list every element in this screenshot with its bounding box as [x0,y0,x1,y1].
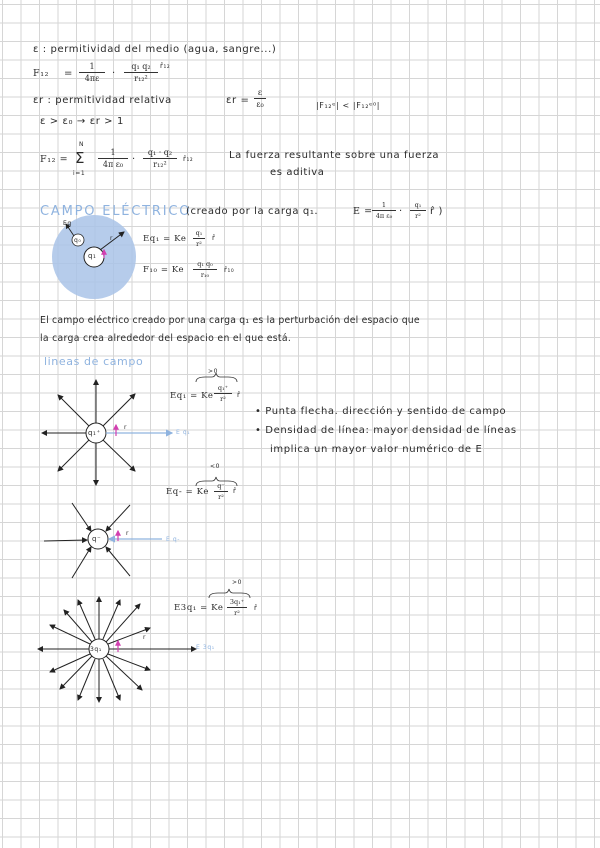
label-r: r [110,235,114,242]
d3-e-label: E 3q₁ [196,644,215,651]
sum-fraction-2: q₁ · q₂ r₁₂² [143,148,177,169]
line-permitividad-medio: ε : permitividad del medio (agua, sangre...) [33,44,277,55]
d3-over-label: >0 [232,579,243,586]
f12-eq: = [64,68,73,79]
charge-q1-label: q₁ [88,252,97,260]
d3-r-label: r [143,634,147,641]
f12-rhat: r̂₁₂ [160,62,171,70]
f12-dot: · [112,68,116,79]
d3-eq-lhs: E3q₁ = Ke [174,603,224,613]
campo-subtitle: (creado por la carga q₁. [186,206,319,217]
sum-bottom: i=1 [73,170,86,177]
d2-rhat: r̂ [233,487,237,495]
section-title-campo: CAMPO ELÉCTRICO [40,204,192,219]
d1-over-label: >0 [208,368,219,375]
line-epsilon-inequality: ε > ε₀ → εr > 1 [40,116,124,127]
campo-e-lhs: E = [353,206,373,217]
eq2-fraction: q₁ q₀ r₁₀ [193,260,217,279]
d2-fraction: q⁻ r² [214,482,228,501]
note-resultante: La fuerza resultante sobre una fuerza [229,150,440,161]
d3-charge-label: 3q₁ [90,646,102,653]
campo-e-rhat: r̂ ) [430,206,443,217]
sum-symbol: Σ [75,149,86,167]
eq2-lhs: F₁₀ = Ke [143,265,185,275]
d1-fraction: q₁⁺ r² [214,384,232,403]
d1-eq-lhs: Eq₁ = Ke [170,391,214,401]
charge-q0-label: q₀ [74,237,82,244]
d2-over-label: <0 [210,463,221,470]
section-title-lineas: lineas de campo [44,355,144,368]
sum-lhs: F₁₂ = [40,154,69,165]
line-permitividad-relativa: εr : permitividad relativa [33,95,172,106]
d1-e-label: E q₁ [176,429,191,436]
d1-charge-label: q₁⁺ [88,429,101,437]
sum-fraction-1: 1 4π ε₀ [98,148,128,169]
d2-eq-lhs: Eq- = Ke [166,487,209,497]
sum-top: N [79,141,85,148]
d3-rhat: r̂ [254,604,258,612]
d1-r-label: r [124,424,128,431]
note-aditiva: es aditiva [270,167,325,178]
diagram-triple-charge [38,597,196,702]
bullet-densidad-cont: implica un mayor valor numérico de E [270,444,483,455]
eq1-rhat: r̂ [212,234,216,242]
d2-e-label: E q- [166,536,181,543]
bullet-densidad: • Densidad de línea: mayor densidad de líneas [255,425,517,436]
d3-fraction: 3q₁⁺ r² [227,598,247,617]
force-comparison: |F₁₂ᵉ| < |F₁₂ᵉ⁰| [316,101,381,110]
paragraph-line-1: El campo eléctrico creado por una carga q₁ es la perturbación del espacio que [40,315,420,326]
eq1-lhs: Eq₁ = Ke [143,234,187,244]
label-eq: Eq [63,220,72,227]
eq1-fraction: q₁ r² [193,229,205,248]
bullet-punta-flecha: • Punta flecha. dirección y sentido de campo [255,406,507,417]
eq2-rhat: r̂₁₀ [224,266,235,274]
diagram-positive-charge [42,380,172,485]
d2-r-label: r [126,530,130,537]
er-fraction: ε ε₀ [254,88,266,109]
diagram-negative-charge [44,503,162,578]
f12-lhs: F₁₂ [33,68,50,79]
campo-e-fraction-2: q₁ r² [410,201,426,220]
campo-e-fraction-1: 1 4π ε₀ [372,201,396,220]
f12-fraction-2: q₁ q₂ r₁₂² [124,62,158,83]
sum-rhat: r̂₁₂ [183,155,194,163]
d2-charge-label: q⁻ [92,535,102,543]
er-lhs: εr = [226,95,250,106]
campo-e-dot: · [399,206,403,217]
f12-fraction-1: 1 4πε [79,62,105,83]
sum-dot: · [132,154,136,165]
d1-rhat: r̂ [237,391,241,399]
paragraph-line-2: la carga crea alrededor del espacio en el que está. [40,333,292,344]
